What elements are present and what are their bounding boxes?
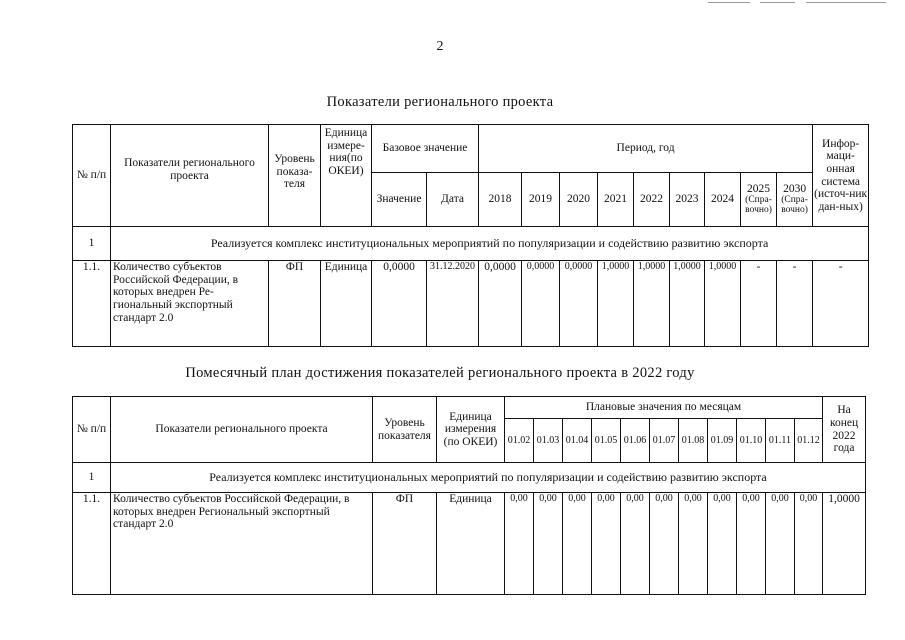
page-number: 2 [436, 39, 444, 54]
t1-header-year-2021: 2021 [598, 173, 634, 227]
t2-row-month-0109: 0,00 [708, 493, 737, 595]
t1-row-2022: 1,0000 [634, 261, 670, 347]
table1-title: Показатели регионального проекта [326, 94, 554, 110]
t2-header-monthly: Плановые значения по месяцам [505, 397, 823, 419]
t1-row-name: Количество субъектов Российской Федерации, в которых внедрен Ре-гиональный экспортный стандарт 2.0 [111, 261, 269, 347]
t1-row-base-date: 31.12.2020 [427, 261, 479, 347]
t1-row-2018: 0,0000 [479, 261, 522, 347]
t2-header-month-0110: 01.10 [737, 419, 766, 463]
t1-row-unit: Единица [321, 261, 372, 347]
t2-header-month-0108: 01.08 [679, 419, 708, 463]
t2-row-num: 1.1. [73, 493, 111, 595]
t2-row-month-0106: 0,00 [621, 493, 650, 595]
scan-edge-line-3 [806, 2, 886, 3]
t2-header-month-0103: 01.03 [534, 419, 563, 463]
t1-row-2020: 0,0000 [560, 261, 598, 347]
t2-row-name: Количество субъектов Российской Федерации, в которых внедрен Региональный экспортный стандарт 2.0 [111, 493, 373, 595]
t2-row-level: ФП [373, 493, 437, 595]
t1-header-year-2020: 2020 [560, 173, 598, 227]
t2-header-end: На конец 2022 года [823, 397, 866, 463]
t1-row-info: - [813, 261, 869, 347]
t1-header-year-2023: 2023 [670, 173, 705, 227]
t2-row-month-0102: 0,00 [505, 493, 534, 595]
t2-row-month-0103: 0,00 [534, 493, 563, 595]
t2-header-num: № п/п [73, 397, 111, 463]
t2-header-level: Уровень показателя [373, 397, 437, 463]
t1-row-2023: 1,0000 [670, 261, 705, 347]
t2-header-unit: Единица измерения (по ОКЕИ) [437, 397, 505, 463]
t2-row-end: 1,0000 [823, 493, 866, 595]
t1-header-year-2024: 2024 [705, 173, 741, 227]
t1-header-value: Значение [372, 173, 427, 227]
monthly-plan-table [72, 396, 866, 595]
t1-header-base: Базовое значение [372, 125, 479, 173]
t1-year-2030-label: 2030 [783, 183, 807, 196]
t2-section-title: Реализуется комплекс институциональных мероприятий по популяризации и содействию развитию экспорта [111, 463, 866, 493]
t1-row-level: ФП [269, 261, 321, 347]
t2-row-month-0111: 0,00 [766, 493, 795, 595]
t1-header-date: Дата [427, 173, 479, 227]
t2-header-month-0112: 01.12 [795, 419, 823, 463]
t2-header-month-0109: 01.09 [708, 419, 737, 463]
t1-year-2025-label: 2025 [747, 183, 771, 196]
t2-row-month-0112: 0,00 [795, 493, 823, 595]
t1-header-year-2019: 2019 [522, 173, 560, 227]
t1-header-unit: Единица измере-ния(по ОКЕИ) [321, 125, 372, 227]
t1-header-year-2025 [741, 173, 777, 227]
t1-header-indicators: Показатели регионального проекта [111, 125, 269, 227]
t2-header-month-0106: 01.06 [621, 419, 650, 463]
t1-year-2030-note: (Спра-вочно) [781, 194, 808, 215]
t2-row-month-0107: 0,00 [650, 493, 679, 595]
t1-section-num: 1 [73, 227, 111, 261]
t1-row-base-value: 0,0000 [372, 261, 427, 347]
t1-header-year-2018: 2018 [479, 173, 522, 227]
t2-header-month-0111: 01.11 [766, 419, 795, 463]
t2-header-month-0104: 01.04 [563, 419, 592, 463]
t1-header-num: № п/п [73, 125, 111, 227]
t1-section-title: Реализуется комплекс институциональных мероприятий по популяризации и содействию развитию экспорта [111, 227, 869, 261]
t2-row-month-0104: 0,00 [563, 493, 592, 595]
scan-edge-line-1 [708, 2, 750, 3]
t1-year-2025-note: (Спра-вочно) [745, 194, 772, 215]
scan-edge-line-2 [760, 2, 795, 3]
t1-header-info: Инфор-маци-онная система (источ-ник дан-ных) [813, 125, 869, 227]
t1-header-level: Уровень показа-теля [269, 125, 321, 227]
t1-header-period: Период, год [479, 125, 813, 173]
t2-header-month-0107: 01.07 [650, 419, 679, 463]
t1-row-2025: - [741, 261, 777, 347]
t2-header-month-0102: 01.02 [505, 419, 534, 463]
t2-header-month-0105: 01.05 [592, 419, 621, 463]
t2-section-num: 1 [73, 463, 111, 493]
t1-header-year-2022: 2022 [634, 173, 670, 227]
t2-row-month-0108: 0,00 [679, 493, 708, 595]
t1-row-2030: - [777, 261, 813, 347]
t1-header-year-2030 [777, 173, 813, 227]
t1-row-2024: 1,0000 [705, 261, 741, 347]
t2-row-month-0105: 0,00 [592, 493, 621, 595]
t2-row-unit: Единица [437, 493, 505, 595]
t2-row-month-0110: 0,00 [737, 493, 766, 595]
table2-title: Помесячный план достижения показателей регионального проекта в 2022 году [185, 365, 695, 381]
t1-row-2021: 1,0000 [598, 261, 634, 347]
indicators-table [72, 124, 869, 347]
t1-row-num: 1.1. [73, 261, 111, 347]
t1-row-2019: 0,0000 [522, 261, 560, 347]
t2-header-indicators: Показатели регионального проекта [111, 397, 373, 463]
